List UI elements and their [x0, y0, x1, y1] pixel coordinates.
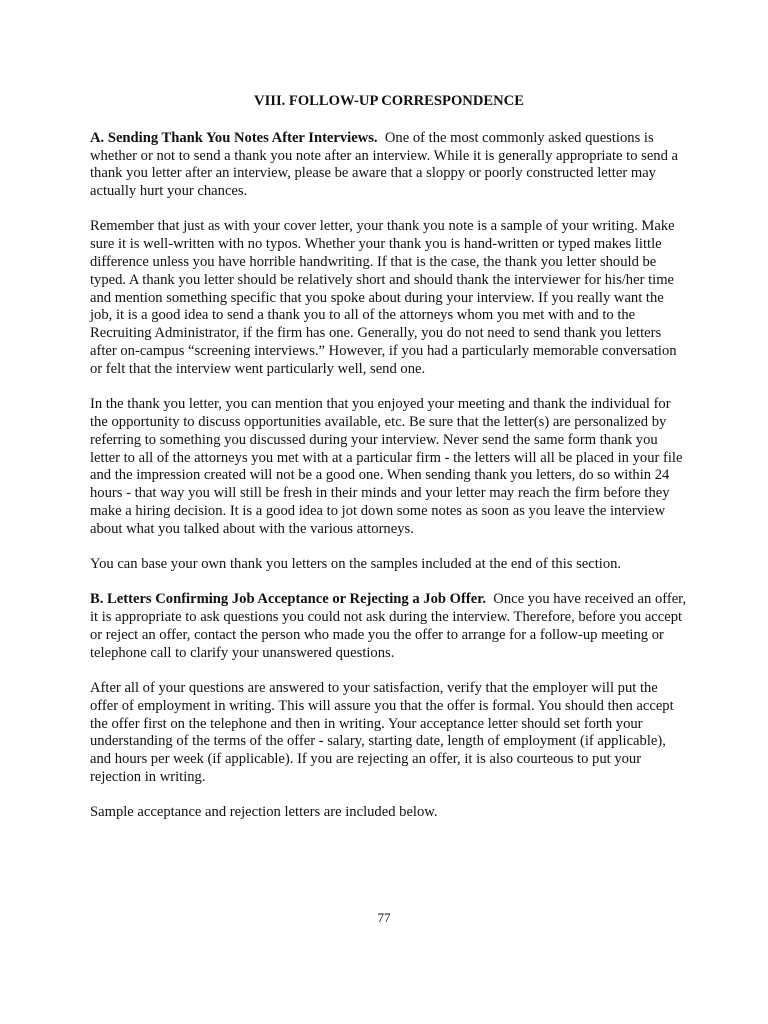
- section-a-paragraph-4: You can base your own thank you letters on the samples included at the end of this section.: [90, 556, 622, 573]
- document-page: [90, 93, 688, 840]
- section-a-paragraph-2: Remember that just as with your cover letter, your thank you note is a sample of your writing. Make sure it is well-written with no typos. Whether your thank you is hand-written or typed makes little difference unless you have horrible handwriting. If that is the case, the thank you letter should be typed. A thank you letter should be relatively short and should thank the interviewer for his/her time and mention something specific that you spoke about during your interview. If you really want the job, it is a good idea to send a thank you to all of the attorneys whom you met with and to the Recruiting Administrator, if the firm has one. Generally, you do not need to send thank you letters after on-campus “screening interviews.” However, if you had a particularly memorable conversation or felt that the interview went particularly well, send one.: [90, 218, 677, 377]
- section-title: VIII. FOLLOW-UP CORRESPONDENCE: [254, 93, 524, 109]
- section-b-intro-text: Once you have received an offer, it is appropriate to ask questions you could not ask during the interview. Therefore, before you accept or reject an offer, contact the person who made you the offer to arrange for a follow-up meeting or telephone call to clarify your unanswered questions.: [90, 591, 687, 661]
- section-b-paragraph-1: [90, 591, 688, 662]
- section-a-intro-text: One of the most commonly asked questions is whether or not to send a thank you note after an interview. While it is generally appropriate to send a thank you letter after an interview, please be aware that a sloppy or poorly constructed letter may actually hurt your chances.: [90, 129, 679, 200]
- section-a-paragraph-1: [90, 130, 688, 201]
- section-b-paragraph-3: Sample acceptance and rejection letters are included below.: [90, 804, 438, 821]
- section-b-paragraph-2: After all of your questions are answered to your satisfaction, verify that the employer will put the offer of employment in writing. This will assure you that the offer is formal. You should then accept the offer first on the telephone and then in writing. Your acceptance letter should set forth your understanding of the terms of the offer - salary, starting date, length of employment (if applicable), and hours per week (if applicable). If you are rejecting an offer, it is also courteous to put your rejection in writing.: [90, 680, 674, 785]
- section-a-paragraph-3: In the thank you letter, you can mention that you enjoyed your meeting and thank the individual for the opportunity to discuss opportunities available, etc. Be sure that the letter(s) are personalized by referring to something you discussed during your interview. Never send the same form thank you letter to all of the attorneys you met with at a particular firm - the letters will all be placed in your file and the impression created will not be a good one. When sending thank you letters, do so within 24 hours - that way you will still be fresh in their minds and your letter may reach the firm before they make a hiring decision. It is a good idea to jot down some notes as soon as you leave the interview about what you talked about with the various attorneys.: [90, 396, 683, 537]
- page-number: 77: [377, 910, 391, 925]
- section-a-heading: A. Sending Thank You Notes After Interviews.: [90, 129, 378, 146]
- section-b-heading: B. Letters Confirming Job Acceptance or Rejecting a Job Offer.: [90, 591, 486, 608]
